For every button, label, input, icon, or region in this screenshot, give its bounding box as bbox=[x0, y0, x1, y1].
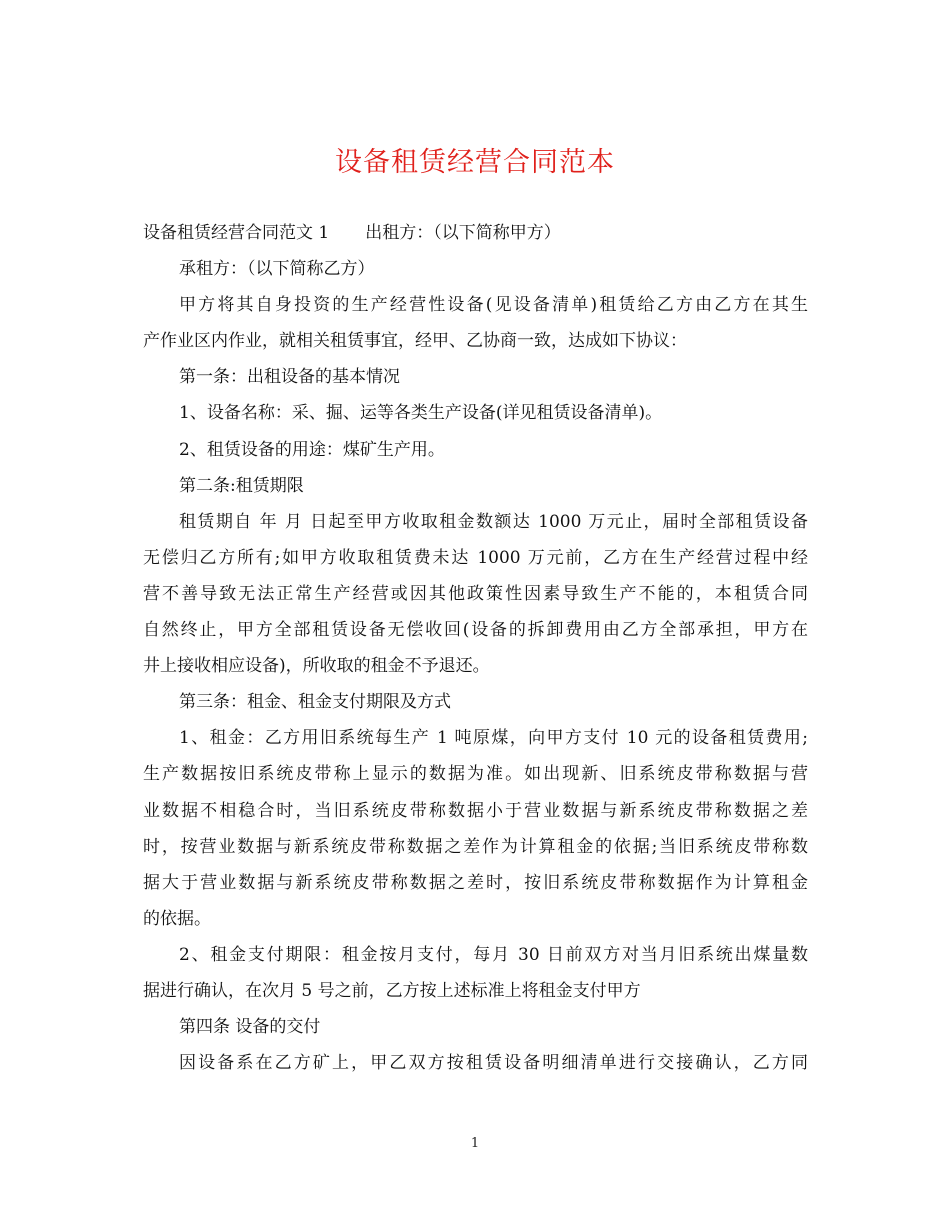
paragraph-line: 2、租赁设备的用途：煤矿生产用。 bbox=[179, 439, 445, 460]
paragraph-line: 甲方将其自身投资的生产经营性设备(见设备清单)租赁给乙方由乙方在其生 bbox=[179, 295, 808, 316]
paragraph-line: 产作业区内作业，就相关租赁事宜，经甲、乙协商一致，达成如下协议： bbox=[143, 331, 687, 352]
paragraph-line: 井上接收相应设备)，所收取的租金不予退还。 bbox=[143, 656, 490, 677]
paragraph-line: 无偿归乙方所有;如甲方收取租赁费未达 1000 万元前，乙方在生产经营过程中经 bbox=[143, 547, 808, 568]
paragraph-line bbox=[143, 215, 808, 251]
page-number: 1 bbox=[470, 1136, 480, 1151]
paragraph-line: 自然终止，甲方全部租赁设备无偿收回(设备的拆卸费用由乙方全部承担，甲方在 bbox=[143, 620, 808, 641]
paragraph-line: 第二条:租赁期限 bbox=[179, 475, 304, 496]
paragraph-line: 据大于营业数据与新系统皮带称数据之差时，按旧系统皮带称数据作为计算租金 bbox=[143, 872, 808, 893]
paragraph-line: 业数据不相稳合时，当旧系统皮带称数据小于营业数据与新系统皮带称数据之差 bbox=[143, 800, 808, 821]
paragraph-line: 因设备系在乙方矿上，甲乙双方按租赁设备明细清单进行交接确认，乙方同 bbox=[179, 1053, 808, 1074]
paragraph-line: 承租方：（以下简称乙方） bbox=[179, 259, 375, 280]
document-title: 设备租赁经营合同范本 bbox=[335, 147, 615, 178]
paragraph-line: 第一条：出租设备的基本情况 bbox=[179, 367, 400, 388]
paragraph-line: 1、设备名称：采、掘、运等各类生产设备(详见租赁设备清单)。 bbox=[179, 403, 663, 424]
paragraph-line: 据进行确认，在次月 5 号之前，乙方按上述标准上将租金支付甲方 bbox=[143, 980, 641, 1001]
paragraph-line: 的依据。 bbox=[143, 908, 211, 929]
paragraph-line: 营不善导致无法正常生产经营或因其他政策性因素导致生产不能的，本租赁合同 bbox=[143, 583, 808, 604]
paragraph-line: 第三条：租金、租金支付期限及方式 bbox=[179, 692, 451, 713]
paragraph-line: 1、租金：乙方用旧系统每生产 1 吨原煤，向甲方支付 10 元的设备租赁费用; bbox=[179, 728, 808, 749]
paragraph-line: 生产数据按旧系统皮带称上显示的数据为准。如出现新、旧系统皮带称数据与营 bbox=[143, 764, 808, 785]
paragraph-line: 租赁期自 年 月 日起至甲方收取租金数额达 1000 万元止，届时全部租赁设备 bbox=[179, 511, 808, 532]
paragraph-line: 时，按营业数据与新系统皮带称数据之差作为计算租金的依据;当旧系统皮带称数 bbox=[143, 836, 808, 857]
document-body bbox=[143, 215, 808, 1081]
line-text: 设备租赁经营合同范文 1 bbox=[143, 223, 330, 243]
line-text: 出租方：（以下简称甲方） bbox=[365, 223, 561, 243]
paragraph-line: 2、租金支付期限：租金按月支付，每月 30 日前双方对当月旧系统出煤量数 bbox=[179, 944, 808, 965]
paragraph-line: 第四条 设备的交付 bbox=[179, 1017, 321, 1038]
